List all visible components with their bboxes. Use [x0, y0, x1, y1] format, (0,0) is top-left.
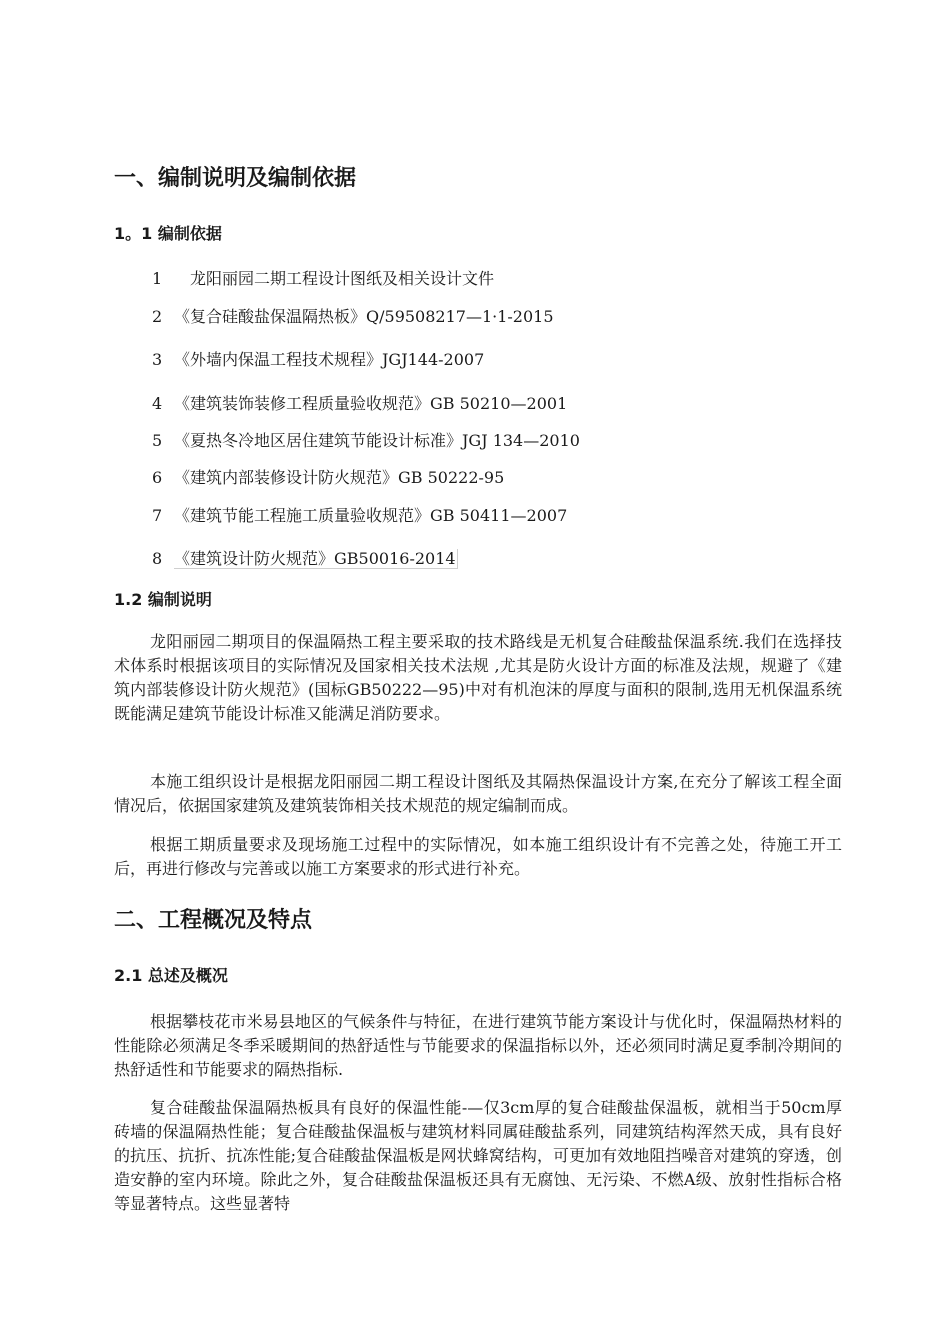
reference-number: 7: [152, 506, 163, 525]
reference-text: 《建筑内部装修设计防火规范》GB 50222-95: [174, 468, 505, 487]
reference-text: 《外墙内保温工程技术规程》JGJ144-2007: [174, 350, 485, 369]
body-paragraph: 本施工组织设计是根据龙阳丽园二期工程设计图纸及其隔热保温设计方案,在充分了解该工程全面情况后，依据国家建筑及建筑装饰相关技术规范的规定编制而成。: [114, 772, 842, 815]
reference-text: 龙阳丽园二期工程设计图纸及相关设计文件: [190, 269, 495, 288]
body-paragraph: 复合硅酸盐保温隔热板具有良好的保温性能-—仅3cm厚的复合硅酸盐保温板，就相当于50cm厚砖墙的保温隔热性能；复合硅酸盐保温板与建筑材料同属硅酸盐系列，同建筑结构浑然天成，具有良好的抗压、抗折、抗冻性能;复合硅酸盐保温板是网状蜂窝结构，可更加有效地阻挡噪音对建筑的穿透，创造安静的室内环境。除此之外，复合硅酸盐保温板还具有无腐蚀、无污染、不燃A级、放射性指标合格等显著特点。这些显著特: [114, 1098, 842, 1213]
subsection-1-2-heading: 1.2 编制说明: [114, 590, 212, 609]
reference-number: 1: [152, 269, 163, 288]
reference-item: [152, 393, 567, 415]
reference-number: 8: [152, 549, 163, 568]
reference-item: [152, 505, 567, 527]
reference-number: 3: [152, 350, 163, 369]
reference-text: 《复合硅酸盐保温隔热板》Q/59508217—1·1-2015: [174, 307, 554, 326]
reference-text: 《建筑节能工程施工质量验收规范》GB 50411—2007: [174, 506, 568, 525]
reference-text: 《建筑装饰装修工程质量验收规范》GB 50210—2001: [174, 394, 568, 413]
reference-text: 《夏热冬冷地区居住建筑节能设计标准》JGJ 134—2010: [174, 431, 580, 450]
reference-number: 4: [152, 394, 163, 413]
reference-item: [152, 548, 458, 570]
reference-item: [152, 268, 494, 290]
reference-number: 5: [152, 431, 163, 450]
section-2-heading: 二、工程概况及特点: [114, 908, 313, 933]
subsection-1-1-heading: 1。1 编制依据: [114, 224, 222, 243]
reference-number: 6: [152, 468, 163, 487]
body-paragraph: 龙阳丽园二期项目的保温隔热工程主要采取的技术路线是无机复合硅酸盐保温系统.我们在选择技术体系时根据该项目的实际情况及国家相关技术法规 ,尤其是防火设计方面的标准及法规，规避了《建筑内部装修设计防火规范》(国标GB50222—95)中对有机泡沫的厚度与面积的限制,选用无机保温系统既能满足建筑节能设计标准又能满足消防要求。: [114, 632, 842, 723]
subsection-2-1-heading: 2.1 总述及概况: [114, 966, 228, 985]
reference-item: [152, 467, 504, 489]
reference-item: [152, 430, 580, 452]
reference-item: [152, 349, 484, 371]
reference-item: [152, 306, 554, 328]
reference-text: 《建筑设计防火规范》GB50016-2014: [174, 549, 456, 568]
body-paragraph: 根据工期质量要求及现场施工过程中的实际情况，如本施工组织设计有不完善之处，待施工开工后，再进行修改与完善或以施工方案要求的形式进行补充。: [114, 835, 842, 878]
section-1-heading: 一、编制说明及编制依据: [114, 166, 357, 191]
body-paragraph: 根据攀枝花市米易县地区的气候条件与特征，在进行建筑节能方案设计与优化时，保温隔热材料的性能除必须满足冬季采暖期间的热舒适性与节能要求的保温指标以外，还必须同时满足夏季制冷期间的热舒适性和节能要求的隔热指标.: [114, 1012, 842, 1079]
reference-number: 2: [152, 307, 163, 326]
